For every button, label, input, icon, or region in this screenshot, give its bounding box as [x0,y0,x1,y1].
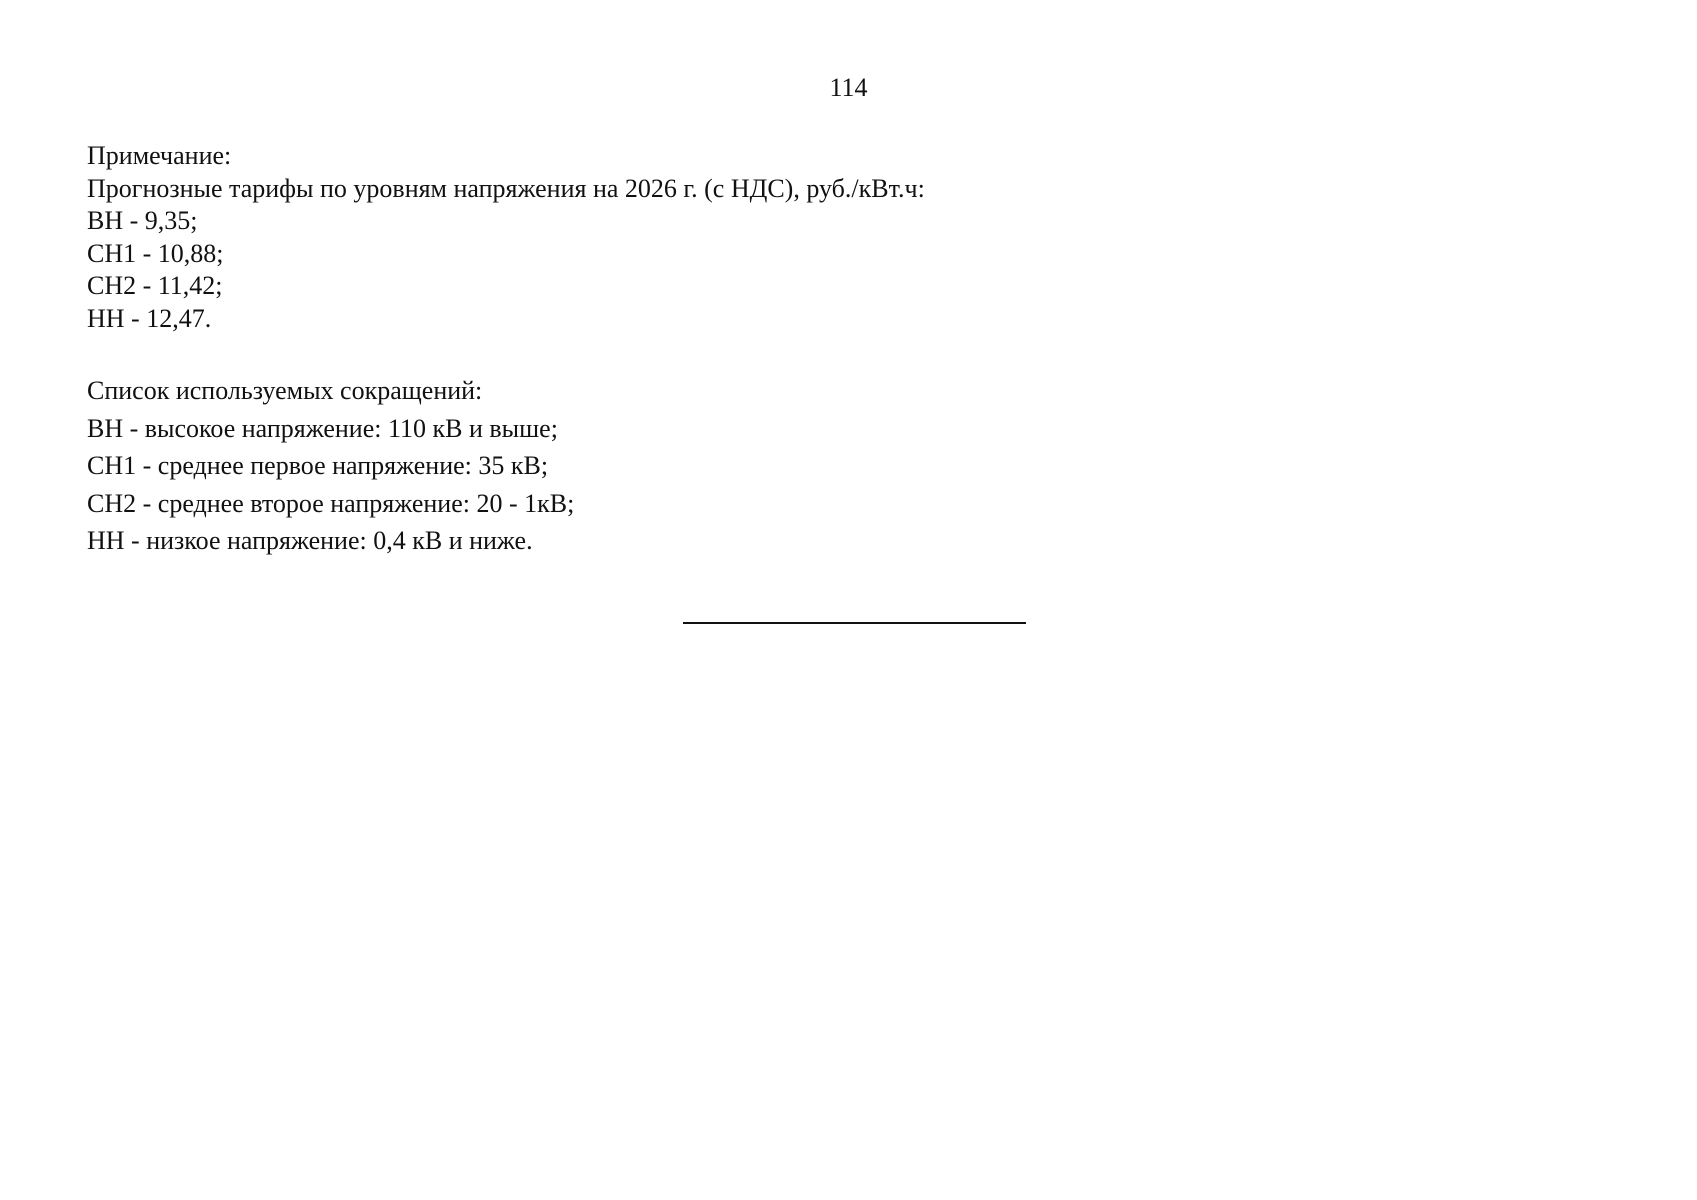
abbreviation-sn2: СН2 - среднее второе напряжение: 20 - 1кВ; [87,488,575,518]
abbreviation-sn1: СН1 - среднее первое напряжение: 35 кВ; [87,451,549,480]
note-intro: Прогнозные тарифы по уровням напряжения на 2026 г. (с НДС), руб./кВт.ч: [87,173,925,203]
tariff-vn: ВН - 9,35; [87,206,198,236]
page-number: 114 [829,73,868,102]
tariff-nn: НН - 12,47. [87,303,212,333]
note-heading: Примечание: [87,141,232,170]
abbreviation-nn: НН - низкое напряжение: 0,4 кВ и ниже. [87,526,533,555]
tariff-sn1: СН1 - 10,88; [87,238,224,268]
tariff-sn2: СН2 - 11,42; [87,271,223,301]
abbreviations-section [87,372,574,560]
abbreviations-heading: Список используемых сокращений: [87,376,483,405]
end-of-document-rule [683,622,1026,624]
abbreviation-vn: ВН - высокое напряжение: 110 кВ и выше; [87,413,558,443]
note-section [87,140,925,336]
